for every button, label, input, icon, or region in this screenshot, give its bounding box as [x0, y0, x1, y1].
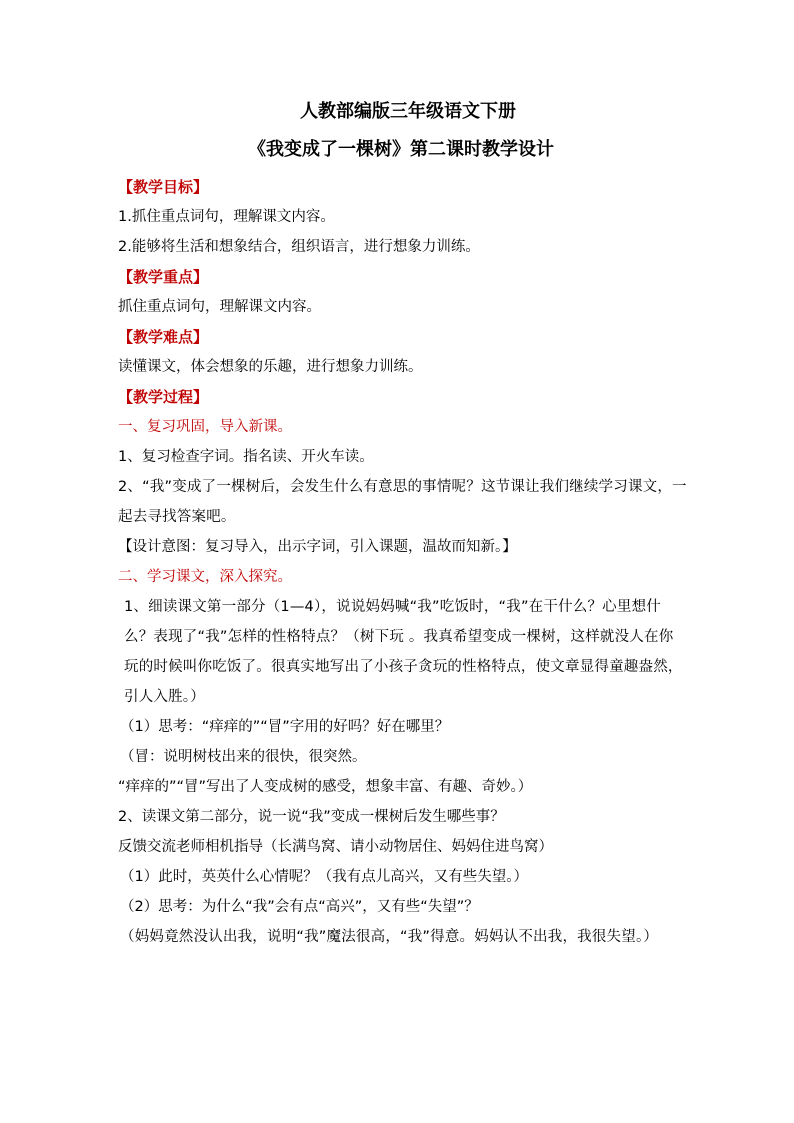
- heading-difficulties: 【教学难点】: [118, 328, 209, 346]
- heading-objectives: 【教学目标】: [118, 178, 209, 196]
- paragraph: 1、复习检查字词。指名读、开火车读。: [118, 449, 374, 465]
- key-point-text: 抓住重点词句，理解课文内容。: [118, 299, 321, 315]
- document-subtitle: 《我变成了一棵树》第二课时教学设计: [248, 139, 554, 160]
- document-title: 人教部编版三年级语文下册: [300, 101, 516, 122]
- paragraph: 2、读课文第二部分，说一说“我”变成一棵树后发生哪些事？: [118, 809, 505, 825]
- difficulty-text: 读懂课文，体会想象的乐趣，进行想象力训练。: [118, 359, 423, 375]
- paragraph: 反馈交流老师相机指导（长满鸟窝、请小动物居住、妈妈住进鸟窝）: [118, 839, 553, 855]
- paragraph: （妈妈竟然没认出我，说明“我”魔法很高，“我”得意。妈妈认不出我，我很失望。）: [120, 929, 659, 945]
- heading-process: 【教学过程】: [118, 388, 209, 406]
- process-part2-heading: 二、学习课文，深入探究。: [118, 569, 292, 585]
- design-intent-note: 【设计意图：复习导入，出示字词，引入课题，温故而知新。】: [118, 539, 517, 555]
- objective-item: 2.能够将生活和想象结合，组织语言，进行想象力训练。: [118, 239, 480, 255]
- heading-key-points: 【教学重点】: [118, 268, 209, 286]
- paragraph: 1、细读课文第一部分（1—4），说说妈妈喊“我”吃饭时，“我”在干什么？心里想什么？表现了“我”怎样的性格特点？（树下玩 。我真希望变成一棵树，这样就没人在你玩的时候叫你吃饭了。很真实地写出了小孩子贪玩的性格特点，使文章显得童趣盎然，引人入胜。）: [124, 599, 683, 705]
- paragraph: 2、“我”变成了一棵树后，会发生什么有意思的事情呢？这节课让我们继续学习课文，一起去寻找答案吧。: [118, 479, 687, 525]
- paragraph: （1）此时，英英什么心情呢？（我有点儿高兴，又有些失望。）: [120, 869, 528, 885]
- process-part1-heading: 一、复习巩固，导入新课。: [118, 419, 292, 435]
- paragraph: （冒：说明树枝出来的很快，很突然。: [120, 749, 367, 765]
- paragraph: “痒痒的”“冒”写出了人变成树的感受，想象丰富、有趣、奇妙。）: [118, 779, 533, 795]
- paragraph: （2）思考：为什么“我”会有点“高兴”，又有些“失望”？: [120, 899, 479, 915]
- paragraph: （1）思考：“痒痒的”“冒”字用的好吗？好在哪里？: [120, 719, 450, 735]
- objective-item: 1.抓住重点词句，理解课文内容。: [118, 209, 335, 225]
- document-body: [118, 96, 688, 952]
